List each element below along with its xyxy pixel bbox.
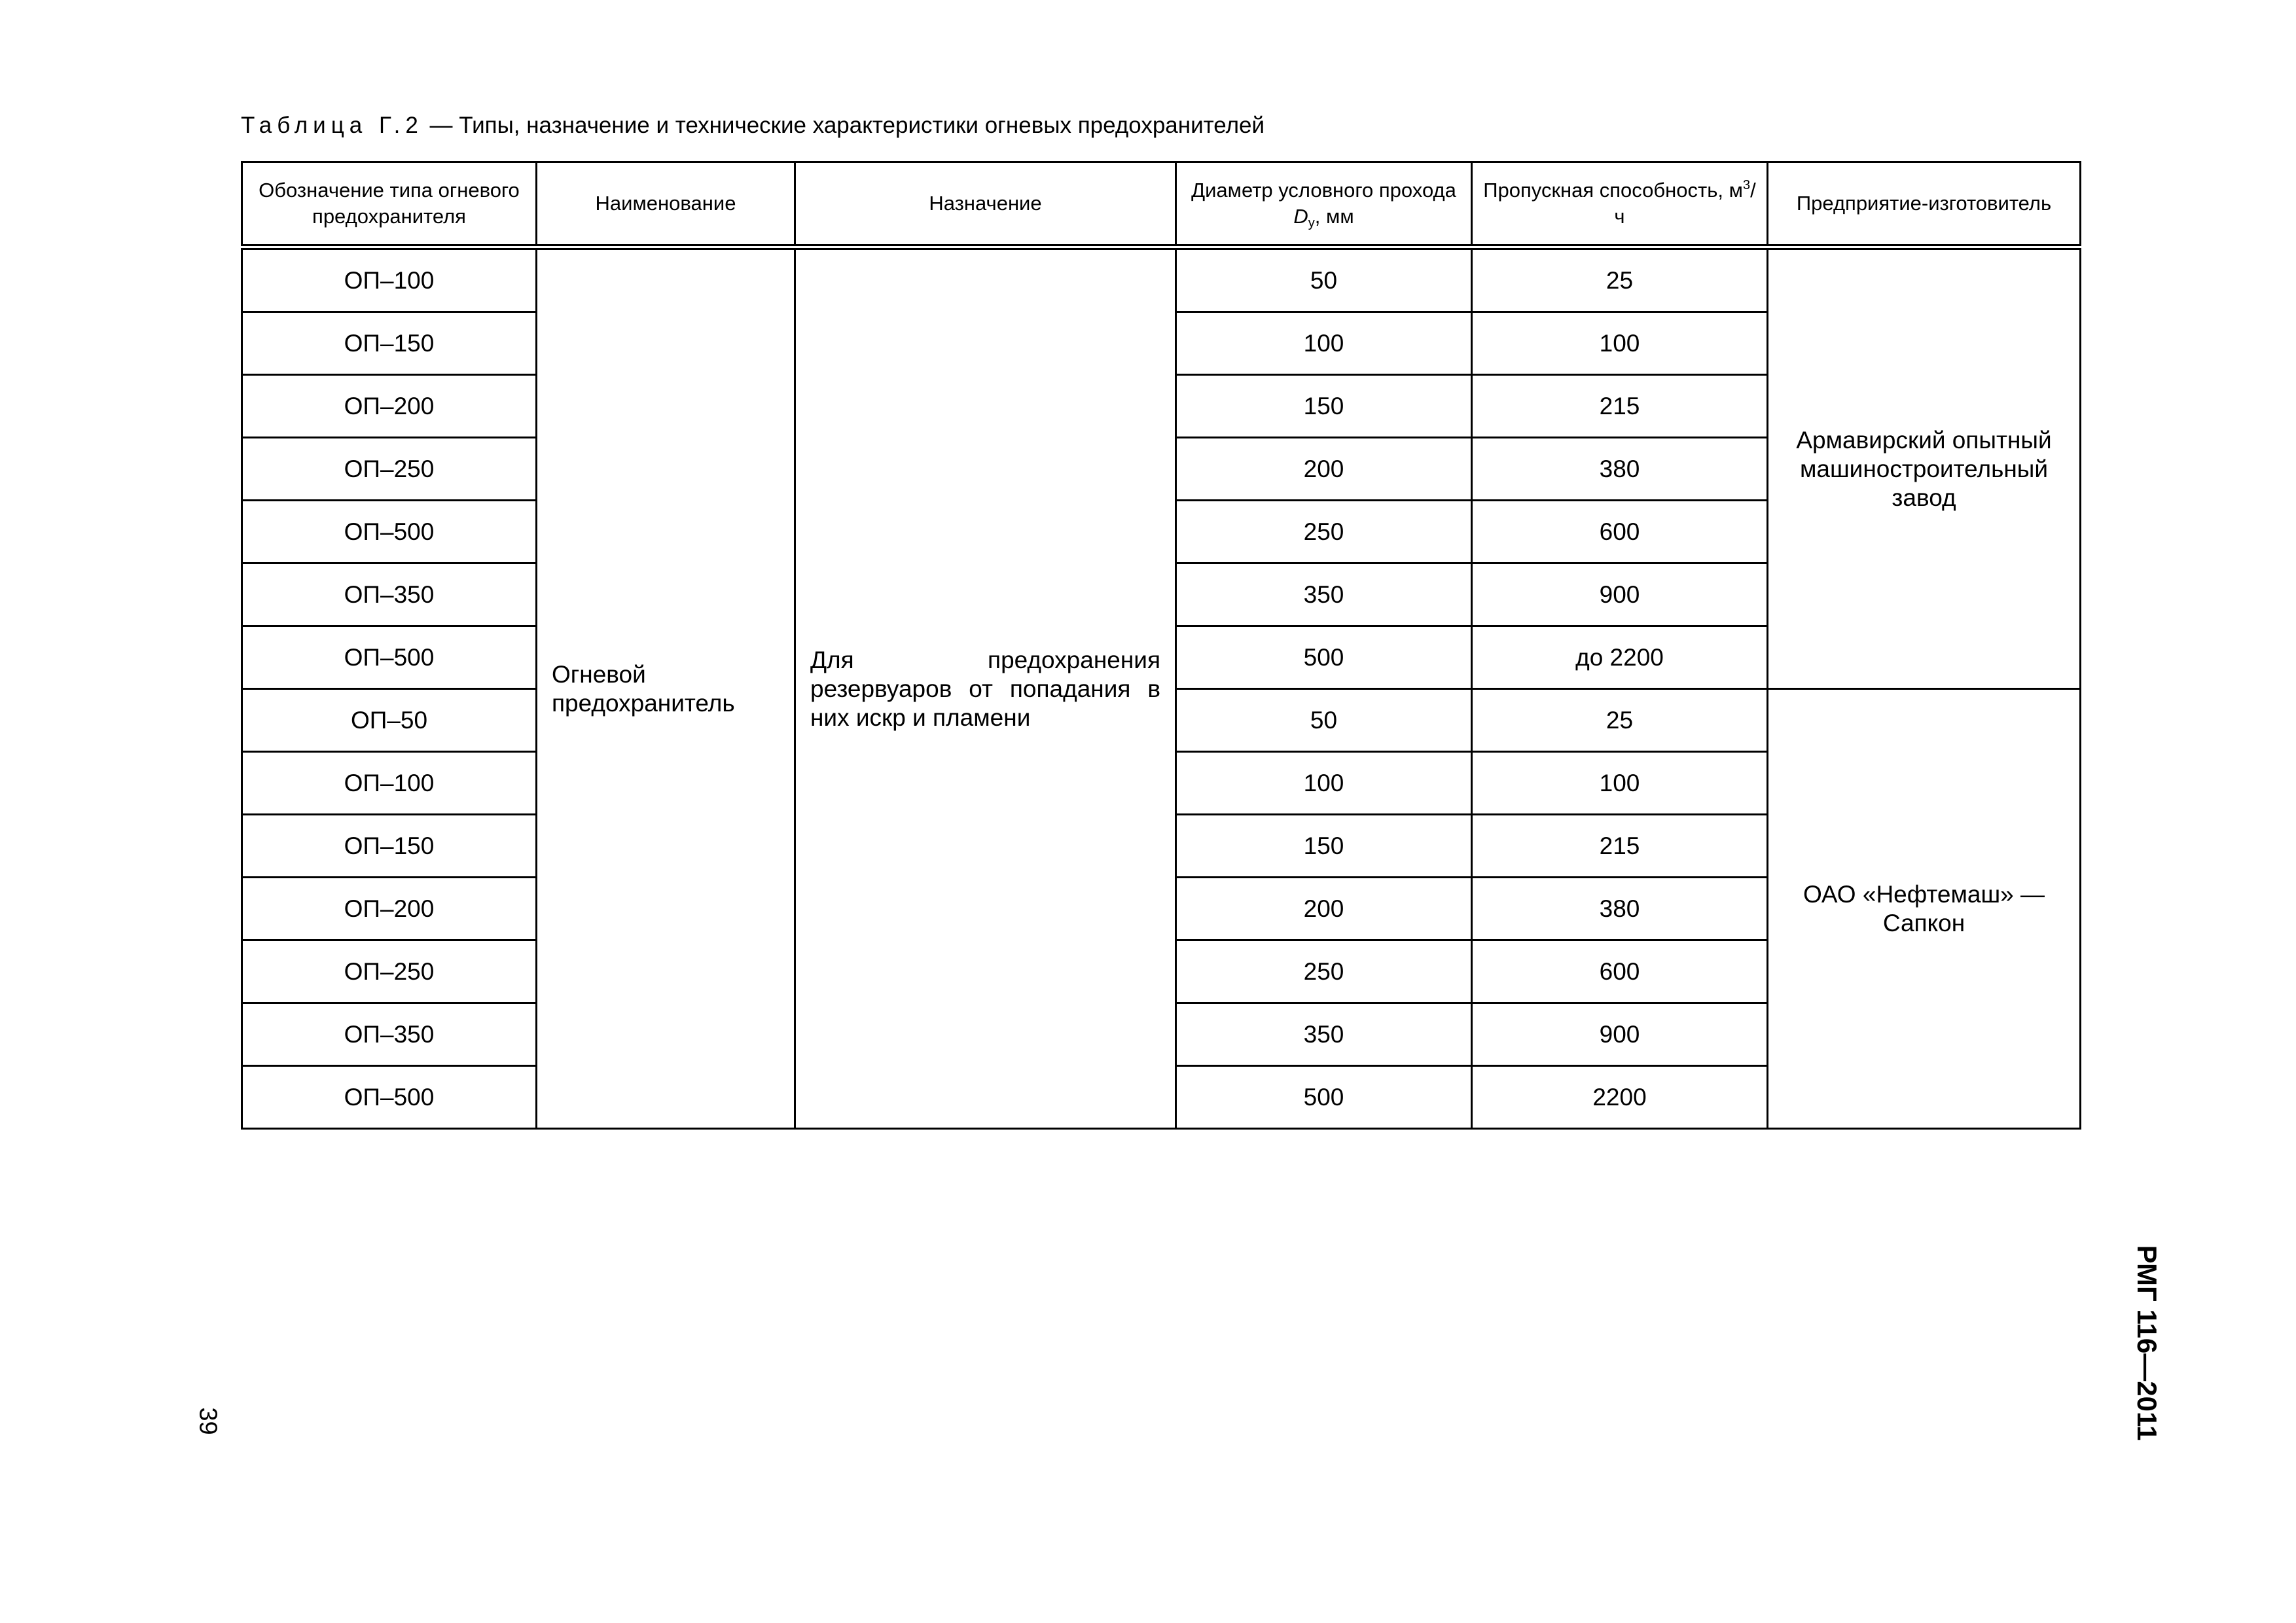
cell-diameter: 350 [1176, 1003, 1472, 1066]
cell-diameter: 150 [1176, 815, 1472, 878]
cell-diameter: 50 [1176, 247, 1472, 312]
cell-maker-armavir: Армавирский опытный машиностроительный завод [1768, 247, 2081, 689]
cell-diameter: 200 [1176, 878, 1472, 940]
cell-type: ОП–200 [242, 878, 537, 940]
cell-capacity: 380 [1472, 438, 1768, 501]
table-row [242, 247, 2081, 312]
cell-type: ОП–250 [242, 940, 537, 1003]
header-capacity: Пропускная способность, $м^3/ч$ [1472, 162, 1768, 247]
cell-diameter: 350 [1176, 563, 1472, 626]
cell-type: ОП–500 [242, 1066, 537, 1129]
table-header-row [242, 162, 2081, 247]
header-name: Наименование [537, 162, 795, 247]
cell-maker-neftemash: ОАО «Нефтемаш» — Сапкон [1768, 689, 2081, 1129]
header-maker: Предприятие-изготовитель [1768, 162, 2081, 247]
cell-capacity: 900 [1472, 563, 1768, 626]
cell-capacity: 215 [1472, 815, 1768, 878]
cell-type: ОП–150 [242, 815, 537, 878]
cell-diameter: 250 [1176, 940, 1472, 1003]
table-caption-label: Таблица Г.2 [241, 113, 423, 138]
cell-capacity: 100 [1472, 312, 1768, 375]
cell-capacity: 25 [1472, 689, 1768, 752]
header-purpose: Назначение [795, 162, 1176, 247]
cell-diameter: 50 [1176, 689, 1472, 752]
cell-purpose: Для предохранения резервуаров от попадания в них искр и пламени [795, 247, 1176, 1129]
cell-capacity: 600 [1472, 940, 1768, 1003]
cell-type: ОП–500 [242, 501, 537, 563]
cell-capacity: 25 [1472, 247, 1768, 312]
cell-diameter: 150 [1176, 375, 1472, 438]
cell-capacity: 100 [1472, 752, 1768, 815]
cell-capacity: 2200 [1472, 1066, 1768, 1129]
cell-type: ОП–150 [242, 312, 537, 375]
cell-type: ОП–100 [242, 752, 537, 815]
cell-type: ОП–200 [242, 375, 537, 438]
header-type: Обозначение типа огневого предохранителя [242, 162, 537, 247]
cell-type: ОП–250 [242, 438, 537, 501]
cell-diameter: 500 [1176, 626, 1472, 689]
cell-diameter: 100 [1176, 752, 1472, 815]
cell-capacity: до 2200 [1472, 626, 1768, 689]
header-diameter: Диаметр условного прохода $D_у$, мм [1176, 162, 1472, 247]
page-number: 39 [194, 1407, 222, 1435]
cell-type: ОП–350 [242, 563, 537, 626]
fire-arrester-table [241, 161, 2081, 1130]
table-caption-text: — Типы, назначение и технические характеристики огневых предохранителей [423, 113, 1265, 138]
cell-diameter: 250 [1176, 501, 1472, 563]
cell-diameter: 200 [1176, 438, 1472, 501]
cell-type: ОП–100 [242, 247, 537, 312]
cell-diameter: 500 [1176, 1066, 1472, 1129]
cell-capacity: 900 [1472, 1003, 1768, 1066]
table-caption [241, 110, 1265, 141]
cell-type: ОП–350 [242, 1003, 537, 1066]
cell-diameter: 100 [1176, 312, 1472, 375]
cell-capacity: 600 [1472, 501, 1768, 563]
document-code: РМГ 116—2011 [2132, 1245, 2162, 1441]
cell-type: ОП–50 [242, 689, 537, 752]
cell-type: ОП–500 [242, 626, 537, 689]
cell-capacity: 380 [1472, 878, 1768, 940]
cell-name: Огневой предохранитель [537, 247, 795, 1129]
cell-capacity: 215 [1472, 375, 1768, 438]
